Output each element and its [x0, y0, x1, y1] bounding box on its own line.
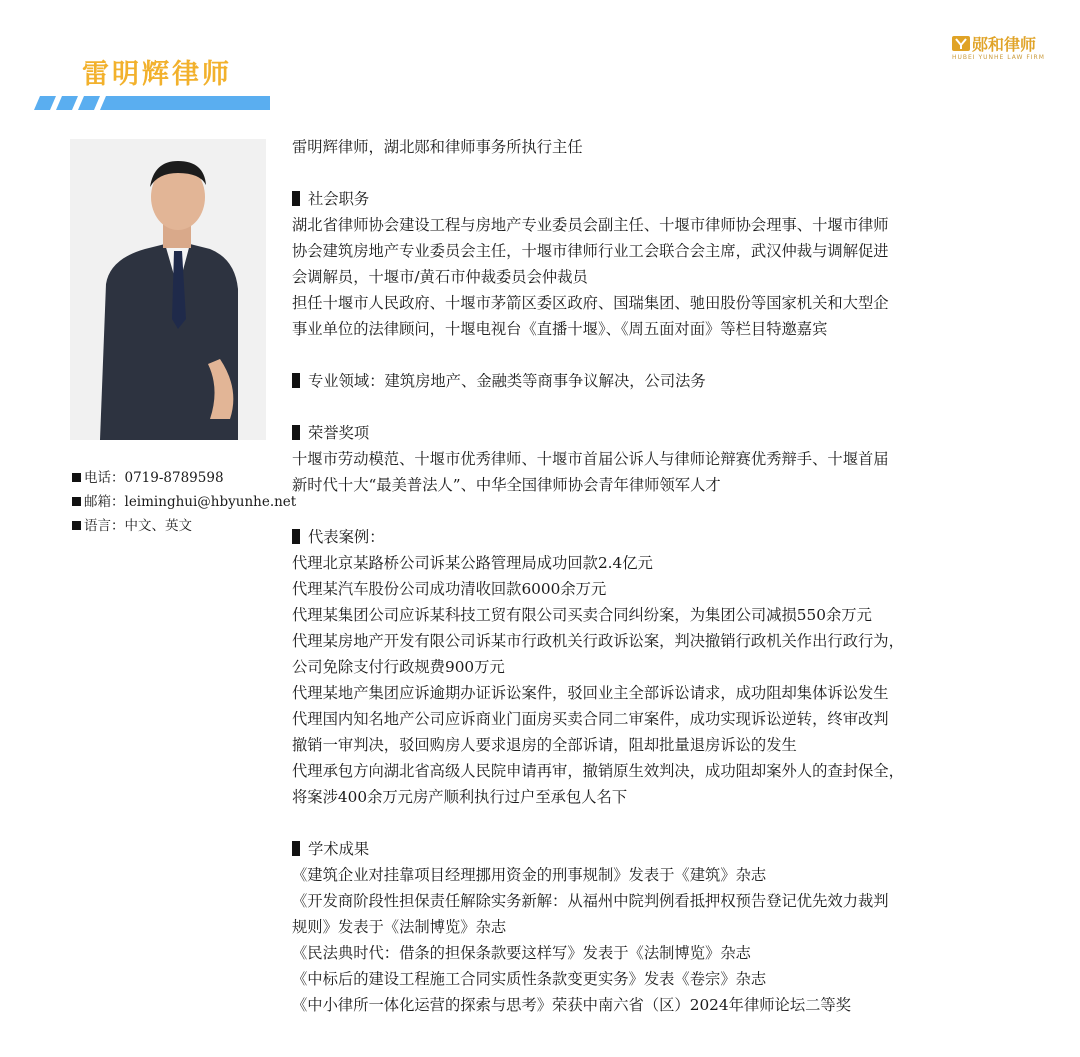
case-line: 将案涉400余万元房产顺利执行过户至承包人名下 — [292, 788, 628, 806]
bullet-square-icon — [72, 473, 81, 482]
academic-line: 《建筑企业对挂靠项目经理挪用资金的刑事规制》发表于《建筑》杂志 — [292, 866, 767, 884]
academic-line: 规则》发表于《法制博览》杂志 — [292, 918, 507, 936]
section-heading-honors: 荣誉奖项 — [292, 420, 1052, 446]
heading-bar-icon — [292, 191, 300, 206]
case-line: 代理承包方向湖北省高级人民院申请再审，撤销原生效判决，成功阻却案外人的查封保全， — [292, 762, 904, 780]
case-line: 公司免除支付行政规费900万元 — [292, 658, 505, 676]
heading-bar-icon — [292, 529, 300, 544]
page-title: 雷明辉律师 — [82, 59, 232, 90]
phone-text: 电话：0719-8789598 — [84, 470, 224, 486]
firm-logo-icon — [952, 34, 970, 52]
heading-bar-icon — [292, 425, 300, 440]
case-line: 代理北京某路桥公司诉某公路管理局成功回款2.4亿元 — [292, 554, 653, 572]
email-row — [72, 490, 296, 514]
case-line: 代理某汽车股份公司成功清收回款6000余万元 — [292, 580, 607, 598]
phone-row — [72, 466, 296, 490]
academic-line: 《开发商阶段性担保责任解除实务新解：从福州中院判例看抵押权预告登记优先效力裁判 — [292, 892, 889, 910]
academic-line: 《民法典时代：借条的担保条款要这样写》发表于《法制博览》杂志 — [292, 944, 751, 962]
case-line: 撤销一审判决，驳回购房人要求退房的全部诉请，阻却批量退房诉讼的发生 — [292, 736, 797, 754]
language-text: 语言：中文、英文 — [84, 518, 192, 534]
honors-line: 十堰市劳动模范、十堰市优秀律师、十堰市首届公诉人与律师论辩赛优秀辩手、十堰首届 — [292, 450, 889, 468]
academic-line: 《中标后的建设工程施工合同实质性条款变更实务》发表《卷宗》杂志 — [292, 970, 767, 988]
case-line: 代理某地产集团应诉逾期办证诉讼案件，驳回业主全部诉讼请求，成功阻却集体诉讼发生 — [292, 684, 889, 702]
social-line: 会调解员，十堰市/黄石市仲裁委员会仲裁员 — [292, 268, 588, 286]
social-line: 事业单位的法律顾问，十堰电视台《直播十堰》、《周五面对面》等栏目特邀嘉宾 — [292, 320, 828, 338]
firm-logo — [952, 32, 1052, 62]
lawyer-photo — [70, 139, 266, 440]
section-heading-academic: 学术成果 — [292, 836, 1052, 862]
profile-body — [292, 134, 1052, 1018]
firm-logo-name: 郧和律师 — [972, 35, 1037, 54]
heading-bar-icon — [292, 841, 300, 856]
language-row — [72, 514, 296, 538]
section-heading-specialty: 专业领域：建筑房地产、金融类等商事争议解决，公司法务 — [292, 368, 1052, 394]
contact-info — [72, 466, 296, 538]
section-heading-cases: 代表案例： — [292, 524, 1052, 550]
bullet-square-icon — [72, 497, 81, 506]
case-line: 代理国内知名地产公司应诉商业门面房买卖合同二审案件，成功实现诉讼逆转，终审改判 — [292, 710, 889, 728]
section-heading-social: 社会职务 — [292, 186, 1052, 212]
honors-line: 新时代十大“最美普法人”、中华全国律师协会青年律师领军人才 — [292, 476, 721, 494]
social-line: 湖北省律师协会建设工程与房地产专业委员会副主任、十堰市律师协会理事、十堰市律师 — [292, 216, 889, 234]
email-text: 邮箱：leiminghui@hbyunhe.net — [84, 494, 297, 510]
decorative-stripes — [34, 96, 270, 110]
firm-logo-subtitle: HUBEI YUNHE LAW FIRM — [952, 54, 1045, 61]
social-line: 协会建筑房地产专业委员会主任，十堰市律师行业工会联合会主席，武汉仲裁与调解促进 — [292, 242, 889, 260]
bullet-square-icon — [72, 521, 81, 530]
academic-line: 《中小律所一体化运营的探索与思考》荣获中南六省（区）2024年律师论坛二等奖 — [292, 996, 852, 1014]
heading-bar-icon — [292, 373, 300, 388]
case-line: 代理某房地产开发有限公司诉某市行政机关行政诉讼案，判决撤销行政机关作出行政行为， — [292, 632, 904, 650]
intro-line: 雷明辉律师，湖北郧和律师事务所执行主任 — [292, 138, 583, 156]
social-line: 担任十堰市人民政府、十堰市茅箭区委区政府、国瑞集团、驰田股份等国家机关和大型企 — [292, 294, 889, 312]
case-line: 代理某集团公司应诉某科技工贸有限公司买卖合同纠纷案，为集团公司减损550余万元 — [292, 606, 872, 624]
